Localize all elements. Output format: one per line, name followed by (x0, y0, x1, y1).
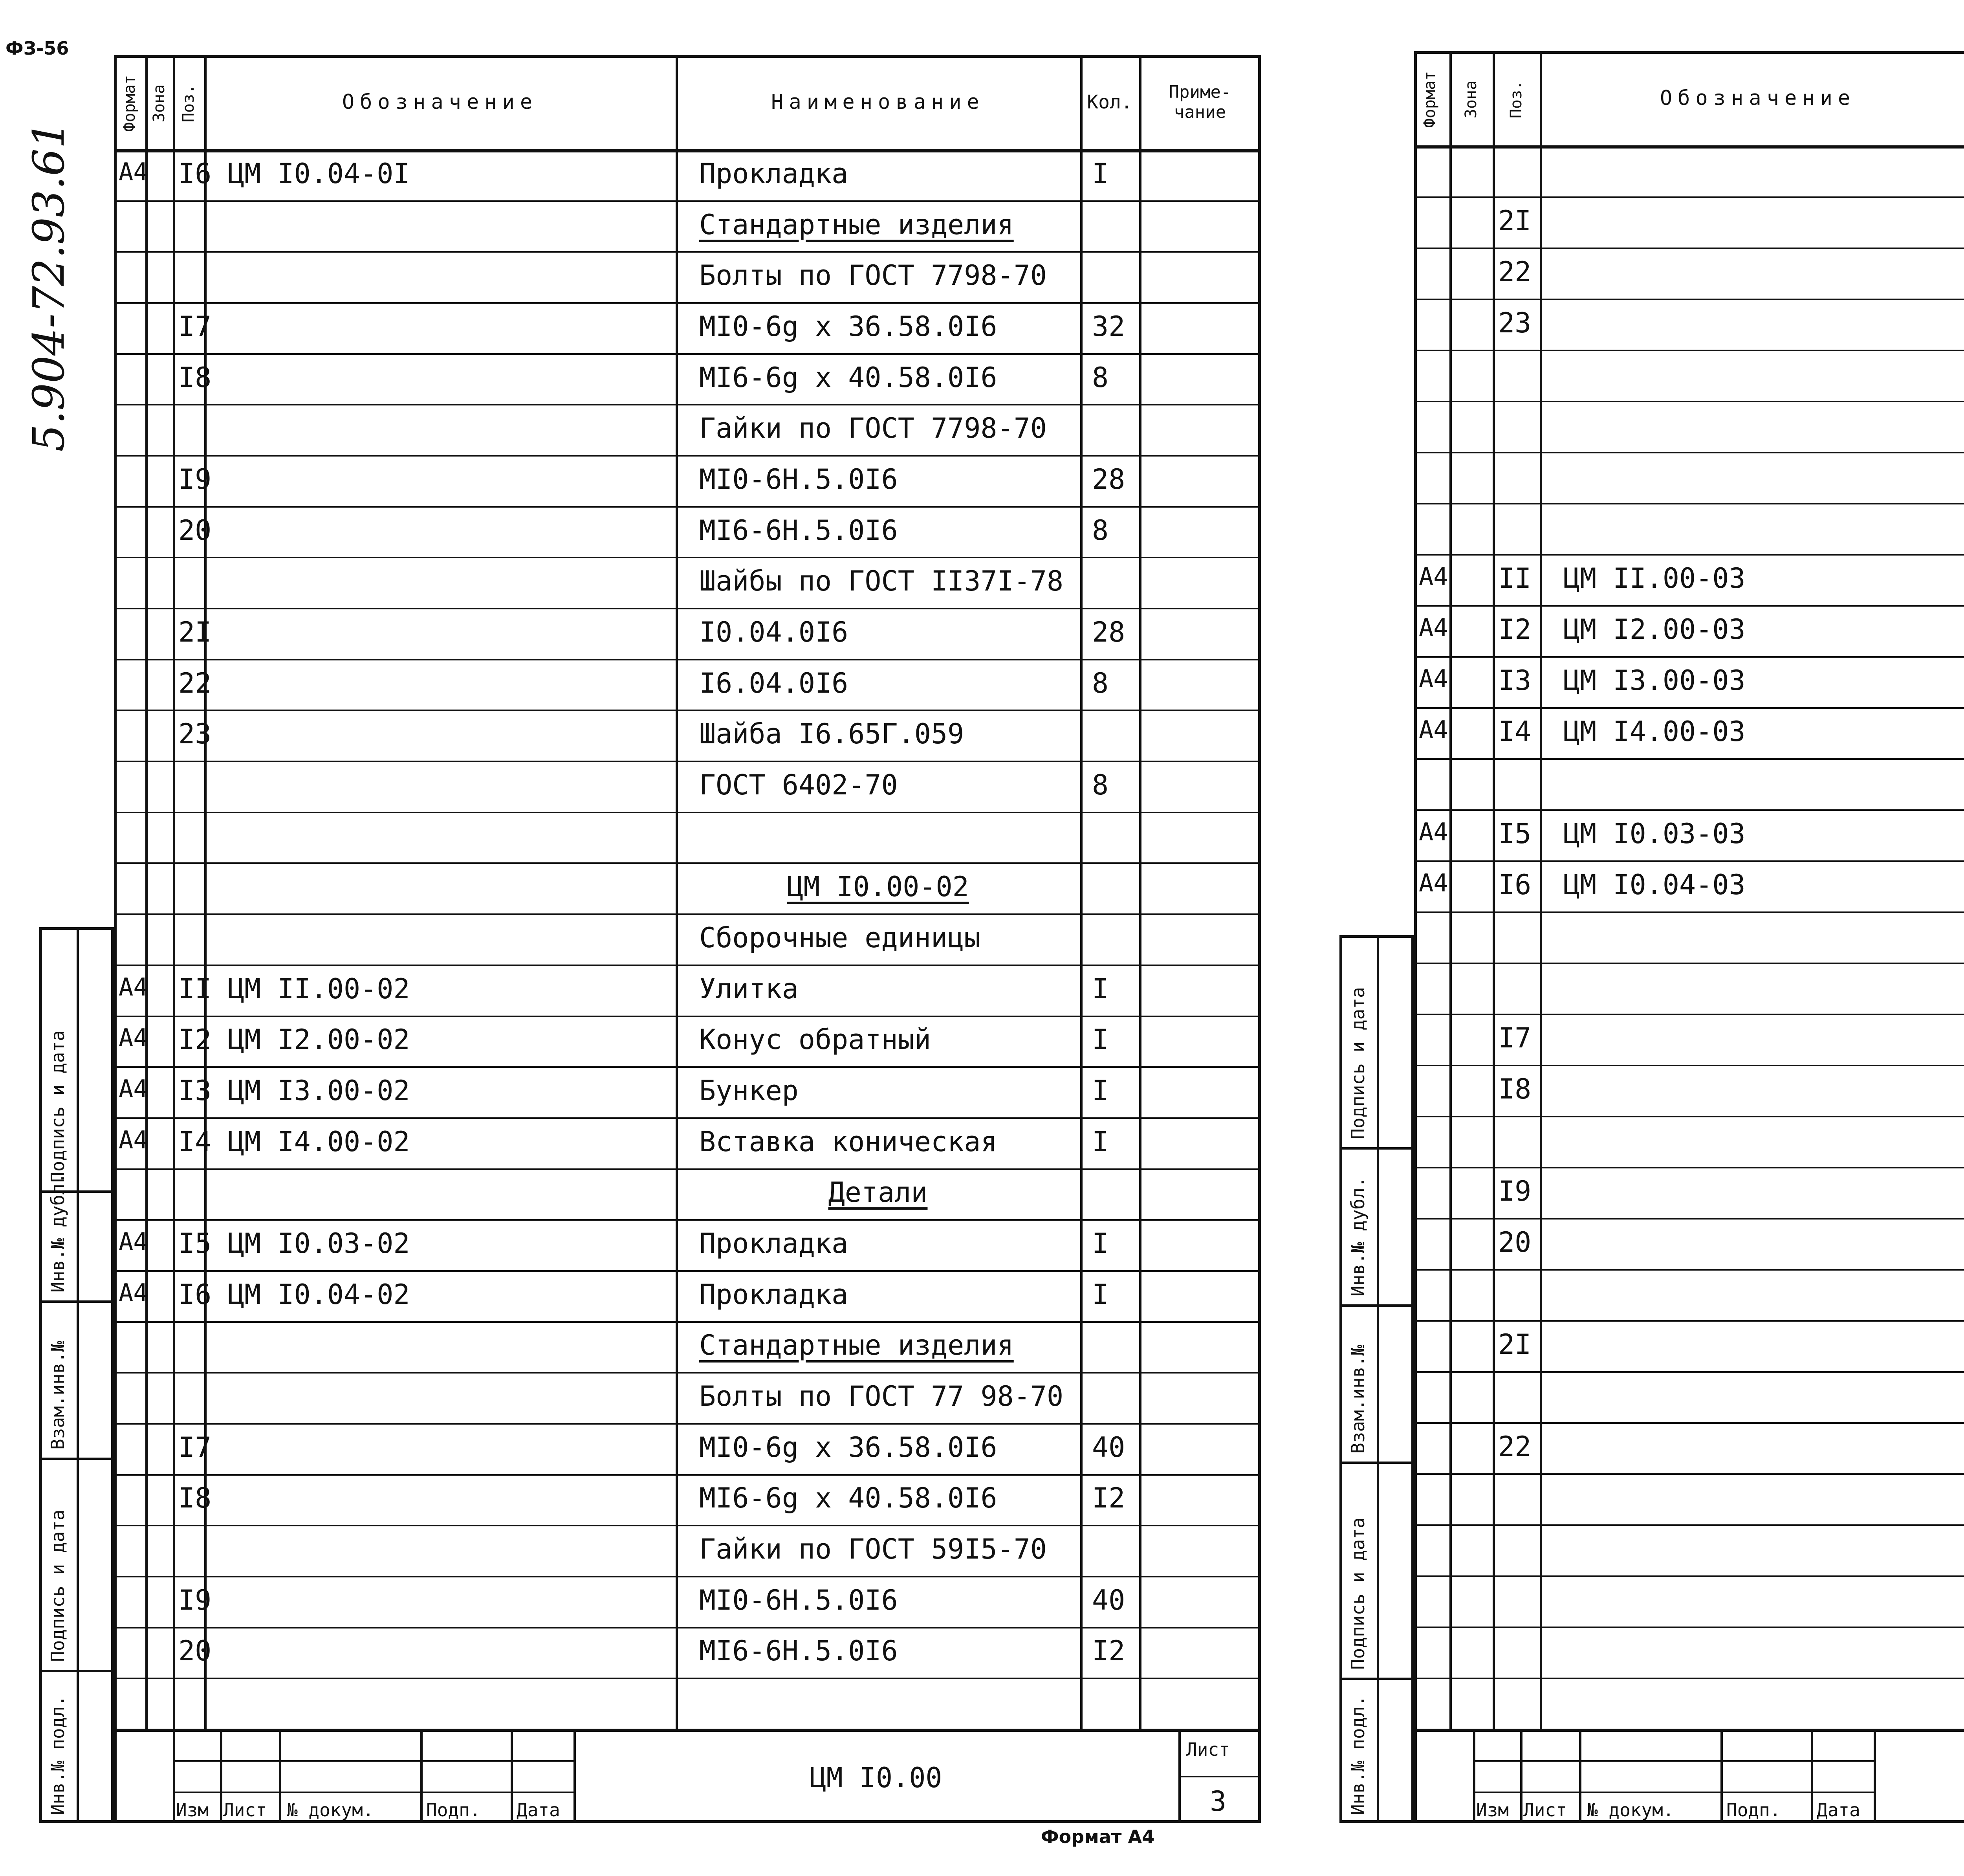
stamp-divider (220, 1729, 222, 1823)
row-quantity: 32 (1092, 310, 1125, 343)
row-quantity: I2 (1092, 1482, 1125, 1514)
side-label: Инв.№ подл. (47, 1695, 68, 1815)
row-position: 2I (1498, 1328, 1532, 1361)
stamp-row-line (1473, 1792, 1874, 1793)
stamp-divider (279, 1729, 281, 1823)
side-label: Подпись и дата (47, 1030, 68, 1183)
header-name: Наименование (771, 90, 985, 114)
row-divider (1414, 1116, 1964, 1117)
row-name: Улитка (699, 973, 799, 1005)
row-divider (1414, 299, 1964, 300)
row-name: I6.04.0I6 (699, 667, 848, 699)
row-name: MI0-6H.5.0I6 (699, 463, 898, 495)
row-name: Шайба I6.65Г.059 (699, 718, 964, 750)
row-name: Бункер (699, 1075, 799, 1107)
row-divider (114, 965, 1261, 966)
row-format: А4 (1419, 664, 1448, 693)
row-divider (114, 812, 1261, 813)
row-position: I8 (178, 361, 212, 394)
row-divider (114, 1627, 1261, 1628)
row-name: Сборочные единицы (699, 922, 981, 954)
row-quantity: I (1092, 973, 1109, 1005)
row-position: I2 (1498, 613, 1532, 646)
side-label: Инв.№ дубл. (47, 1173, 68, 1293)
row-quantity: 8 (1092, 667, 1109, 699)
side-label: Взам.инв.№ (1347, 1345, 1369, 1454)
row-position: I9 (178, 463, 212, 495)
stamp-divider (1520, 1729, 1522, 1823)
row-name: Вставка коническая (699, 1126, 997, 1158)
row-divider (1414, 809, 1964, 811)
row-divider (114, 913, 1261, 915)
row-name: MI6-6H.5.0I6 (699, 1635, 898, 1667)
stamp-top-line (114, 1729, 1261, 1732)
row-divider (1414, 1473, 1964, 1475)
row-position: I4 (1498, 715, 1532, 748)
zone-divider (145, 55, 148, 1729)
stamp-list: Лист (223, 1799, 267, 1821)
side-inner-divider (1377, 1147, 1379, 1304)
row-quantity: I2 (1092, 1635, 1125, 1667)
row-divider (1414, 1422, 1964, 1424)
side-inner-divider (77, 1190, 79, 1300)
row-divider (1414, 860, 1964, 862)
side-label: Взам.инв.№ (47, 1341, 68, 1450)
format-label: Формат А4 (1041, 1826, 1155, 1847)
row-quantity: 28 (1092, 616, 1125, 648)
row-divider (114, 1372, 1261, 1374)
row-designation: ЦМ I3.00-02 (228, 1075, 410, 1107)
row-format: А4 (1419, 715, 1448, 744)
stamp-sheet-label: Лист (1186, 1739, 1230, 1760)
row-name: ГОСТ 6402-70 (699, 769, 898, 801)
row-format: А4 (119, 1227, 148, 1256)
stamp-izm: Изм (1476, 1799, 1509, 1821)
row-divider (114, 1168, 1261, 1170)
header-pos: Поз. (180, 84, 198, 123)
row-divider (114, 1678, 1261, 1679)
stamp-divider (420, 1729, 423, 1823)
row-designation: ЦМ I2.00-02 (228, 1023, 410, 1056)
row-designation: ЦМ II.00-03 (1563, 562, 1746, 594)
row-divider (1414, 196, 1964, 198)
row-position: 20 (178, 1635, 212, 1667)
column-divider (1080, 55, 1083, 1729)
row-designation: ЦМ I0.04-02 (228, 1278, 410, 1311)
row-quantity: I (1092, 1227, 1109, 1260)
side-label: Подпись и дата (1347, 1517, 1369, 1670)
row-format: А4 (1419, 562, 1448, 591)
row-divider (114, 1016, 1261, 1017)
row-divider (114, 353, 1261, 355)
row-position: I8 (178, 1482, 212, 1514)
row-position: 2I (1498, 205, 1532, 237)
row-designation: ЦМ II.00-02 (228, 973, 410, 1005)
row-position: I5 (1498, 818, 1532, 850)
row-divider (114, 1117, 1261, 1119)
row-divider (1414, 707, 1964, 709)
row-divider (114, 710, 1261, 711)
stamp-row-line (173, 1792, 573, 1793)
side-inner-divider (77, 1458, 79, 1670)
row-divider (1414, 1371, 1964, 1373)
row-format: А4 (119, 158, 148, 186)
side-inner-divider (1377, 935, 1379, 1147)
row-position: 22 (178, 667, 212, 699)
zone-divider (1449, 51, 1452, 1729)
stamp-list: Лист (1523, 1799, 1567, 1821)
handwritten-side-note: 5.904-72.93.61 (24, 121, 74, 452)
row-divider (114, 302, 1261, 304)
corner-code: ФЗ-56 (5, 38, 69, 59)
row-quantity: 8 (1092, 769, 1109, 801)
side-inner-divider (77, 1300, 79, 1458)
row-divider (1414, 656, 1964, 658)
row-divider (114, 251, 1261, 253)
row-name: MI6-6g x 40.58.0I6 (699, 361, 997, 394)
stamp-row-line (173, 1760, 573, 1762)
column-divider (1139, 55, 1141, 1729)
row-name: Болты по ГОСТ 7798-70 (699, 259, 1047, 292)
row-divider (1414, 1320, 1964, 1322)
row-quantity: I (1092, 158, 1109, 190)
row-position: I7 (178, 310, 212, 343)
row-divider (1414, 248, 1964, 249)
row-divider (1414, 1524, 1964, 1526)
stamp-date: Дата (517, 1799, 560, 1821)
side-inner-divider (1377, 1678, 1379, 1823)
stamp-sheet-line (1178, 1776, 1261, 1777)
column-divider (204, 55, 207, 1729)
row-divider (1414, 1627, 1964, 1628)
header-qty: Кол. (1087, 91, 1132, 113)
row-format: А4 (119, 1023, 148, 1052)
stamp-title (1874, 1764, 1964, 1792)
row-quantity: I (1092, 1023, 1109, 1056)
row-divider (114, 200, 1261, 202)
row-divider (1414, 1014, 1964, 1015)
row-name: Прокладка (699, 1278, 848, 1311)
column-divider (173, 55, 175, 1729)
row-position: I8 (1498, 1073, 1532, 1105)
row-designation: ЦМ I3.00-03 (1563, 664, 1746, 697)
stamp-doc-no: № докум. (287, 1799, 374, 1821)
row-divider (1414, 1575, 1964, 1577)
row-divider (1414, 350, 1964, 351)
row-designation: ЦМ I0.03-03 (1563, 818, 1746, 850)
row-name: MI0-6g x 36.58.0I6 (699, 1431, 997, 1463)
side-label: Инв.№ подл. (1347, 1695, 1369, 1815)
stamp-date: Дата (1817, 1799, 1860, 1821)
row-divider (1414, 452, 1964, 453)
row-name: MI0-6g x 36.58.0I6 (699, 310, 997, 343)
row-designation: ЦМ I4.00-02 (228, 1126, 410, 1158)
row-quantity: 8 (1092, 361, 1109, 394)
sheet-frame (114, 55, 1261, 1823)
row-format: А4 (119, 1075, 148, 1103)
row-divider (114, 1423, 1261, 1425)
side-label: Подпись и дата (47, 1509, 68, 1662)
stamp-divider (1720, 1729, 1723, 1823)
row-quantity: I (1092, 1278, 1109, 1311)
stamp-divider (173, 1729, 175, 1823)
side-label: Инв.№ дубл. (1347, 1177, 1369, 1297)
side-inner-divider (77, 927, 79, 1190)
row-name: Прокладка (699, 158, 848, 190)
row-divider (114, 1270, 1261, 1272)
row-quantity: I (1092, 1075, 1109, 1107)
row-position: 2I (178, 616, 212, 648)
side-inner-divider (77, 1670, 79, 1823)
row-format: А4 (119, 1126, 148, 1154)
header-format: Формат (121, 75, 139, 132)
header-pos: Поз. (1507, 80, 1525, 119)
stamp-divider (511, 1729, 513, 1823)
row-position: II (1498, 562, 1532, 594)
row-position: I6 (1498, 869, 1532, 901)
row-divider (114, 862, 1261, 864)
row-quantity: 28 (1092, 463, 1125, 495)
row-designation: ЦМ I0.04-03 (1563, 869, 1746, 901)
header-divider (1414, 145, 1964, 149)
stamp-divider (1811, 1729, 1813, 1823)
row-position: I7 (178, 1431, 212, 1463)
row-name: Стандартные изделия (699, 209, 1014, 241)
row-position: 22 (1498, 256, 1532, 288)
row-position: I6 (178, 158, 212, 190)
row-divider (1414, 605, 1964, 607)
stamp-divider (1473, 1729, 1475, 1823)
row-name: Гайки по ГОСТ 59I5-70 (699, 1533, 1047, 1565)
row-position: 23 (178, 718, 212, 750)
row-divider (1414, 503, 1964, 504)
row-name: MI0-6H.5.0I6 (699, 1584, 898, 1616)
row-divider (114, 404, 1261, 405)
row-position: I9 (178, 1584, 212, 1616)
column-divider (1493, 51, 1495, 1729)
row-divider (1414, 1167, 1964, 1168)
stamp-top-line (1414, 1729, 1964, 1732)
row-format: А4 (119, 973, 148, 1001)
row-divider (114, 1525, 1261, 1526)
header-divider (114, 149, 1261, 152)
row-divider (1414, 1218, 1964, 1219)
row-name: MI6-6H.5.0I6 (699, 514, 898, 546)
stamp-sheet-number: 3 (1210, 1785, 1227, 1817)
stamp-signature: Подп. (1726, 1799, 1781, 1821)
row-format: А4 (119, 1278, 148, 1307)
header-note: Приме- чание (1169, 82, 1231, 122)
stamp-doc-no: № докум. (1587, 1799, 1674, 1821)
header-zone: Зона (1462, 80, 1480, 119)
row-position: I7 (1498, 1022, 1532, 1054)
row-format: А4 (1419, 869, 1448, 897)
stamp-signature: Подп. (426, 1799, 481, 1821)
row-format: А4 (1419, 613, 1448, 642)
row-format: А4 (1419, 818, 1448, 846)
header-designation: Обозначение (1660, 86, 1856, 110)
row-name: MI6-6g x 40.58.0I6 (699, 1482, 997, 1514)
row-designation: ЦМ I0.04-0I (228, 158, 410, 190)
side-label: Подпись и дата (1347, 987, 1369, 1139)
row-divider (1414, 963, 1964, 964)
row-name: Стандартные изделия (699, 1329, 1014, 1361)
stamp-izm: Изм (176, 1799, 209, 1821)
row-name: Гайки по ГОСТ 7798-70 (699, 412, 1047, 444)
row-quantity: I (1092, 1126, 1109, 1158)
row-divider (1414, 1065, 1964, 1066)
row-divider (1414, 1269, 1964, 1271)
row-divider (114, 1474, 1261, 1476)
row-position: II (178, 973, 212, 1005)
row-position: I5 (178, 1227, 212, 1260)
row-divider (114, 1576, 1261, 1577)
header-zone: Зона (150, 84, 168, 123)
row-name: Прокладка (699, 1227, 848, 1260)
row-divider (114, 455, 1261, 457)
header-format: Формат (1421, 71, 1439, 128)
row-position: I3 (178, 1075, 212, 1107)
row-name: Болты по ГОСТ 77 98-70 (699, 1380, 1064, 1412)
row-name: Детали (828, 1176, 928, 1208)
row-divider (1414, 401, 1964, 402)
row-position: I4 (178, 1126, 212, 1158)
row-divider (1414, 911, 1964, 913)
row-name: Шайбы по ГОСТ II37I-78 (699, 565, 1064, 597)
row-name: I0.04.0I6 (699, 616, 848, 648)
stamp-row-line (1473, 1760, 1874, 1762)
row-designation: ЦМ I0.03-02 (228, 1227, 410, 1260)
row-divider (114, 557, 1261, 558)
row-divider (114, 1219, 1261, 1221)
row-position: I6 (178, 1278, 212, 1311)
row-position: I3 (1498, 664, 1532, 697)
row-designation: ЦМ I2.00-03 (1563, 613, 1746, 646)
row-name: Конус обратный (699, 1023, 931, 1056)
row-quantity: 8 (1092, 514, 1109, 546)
row-quantity: 40 (1092, 1431, 1125, 1463)
stamp-title: ЦМ I0.00 (810, 1762, 942, 1794)
row-divider (1414, 554, 1964, 556)
side-inner-divider (1377, 1304, 1379, 1462)
sheet-frame (1414, 51, 1964, 1823)
row-divider (114, 1066, 1261, 1068)
row-position: I9 (1498, 1175, 1532, 1207)
row-position: 23 (1498, 307, 1532, 339)
row-divider (1414, 758, 1964, 760)
row-position: 20 (1498, 1226, 1532, 1258)
row-position: 20 (178, 514, 212, 546)
stamp-divider (1579, 1729, 1581, 1823)
row-name: ЦМ I0.00-02 (787, 871, 969, 903)
row-quantity: 40 (1092, 1584, 1125, 1616)
row-divider (114, 659, 1261, 660)
header-designation: Обозначение (342, 90, 538, 114)
row-divider (114, 506, 1261, 508)
row-divider (114, 1321, 1261, 1323)
row-divider (114, 608, 1261, 609)
column-divider (1540, 51, 1542, 1729)
row-divider (1414, 1678, 1964, 1679)
row-designation: ЦМ I4.00-03 (1563, 715, 1746, 748)
side-inner-divider (1377, 1462, 1379, 1678)
row-divider (114, 761, 1261, 762)
row-position: I2 (178, 1023, 212, 1056)
row-position: 22 (1498, 1430, 1532, 1463)
